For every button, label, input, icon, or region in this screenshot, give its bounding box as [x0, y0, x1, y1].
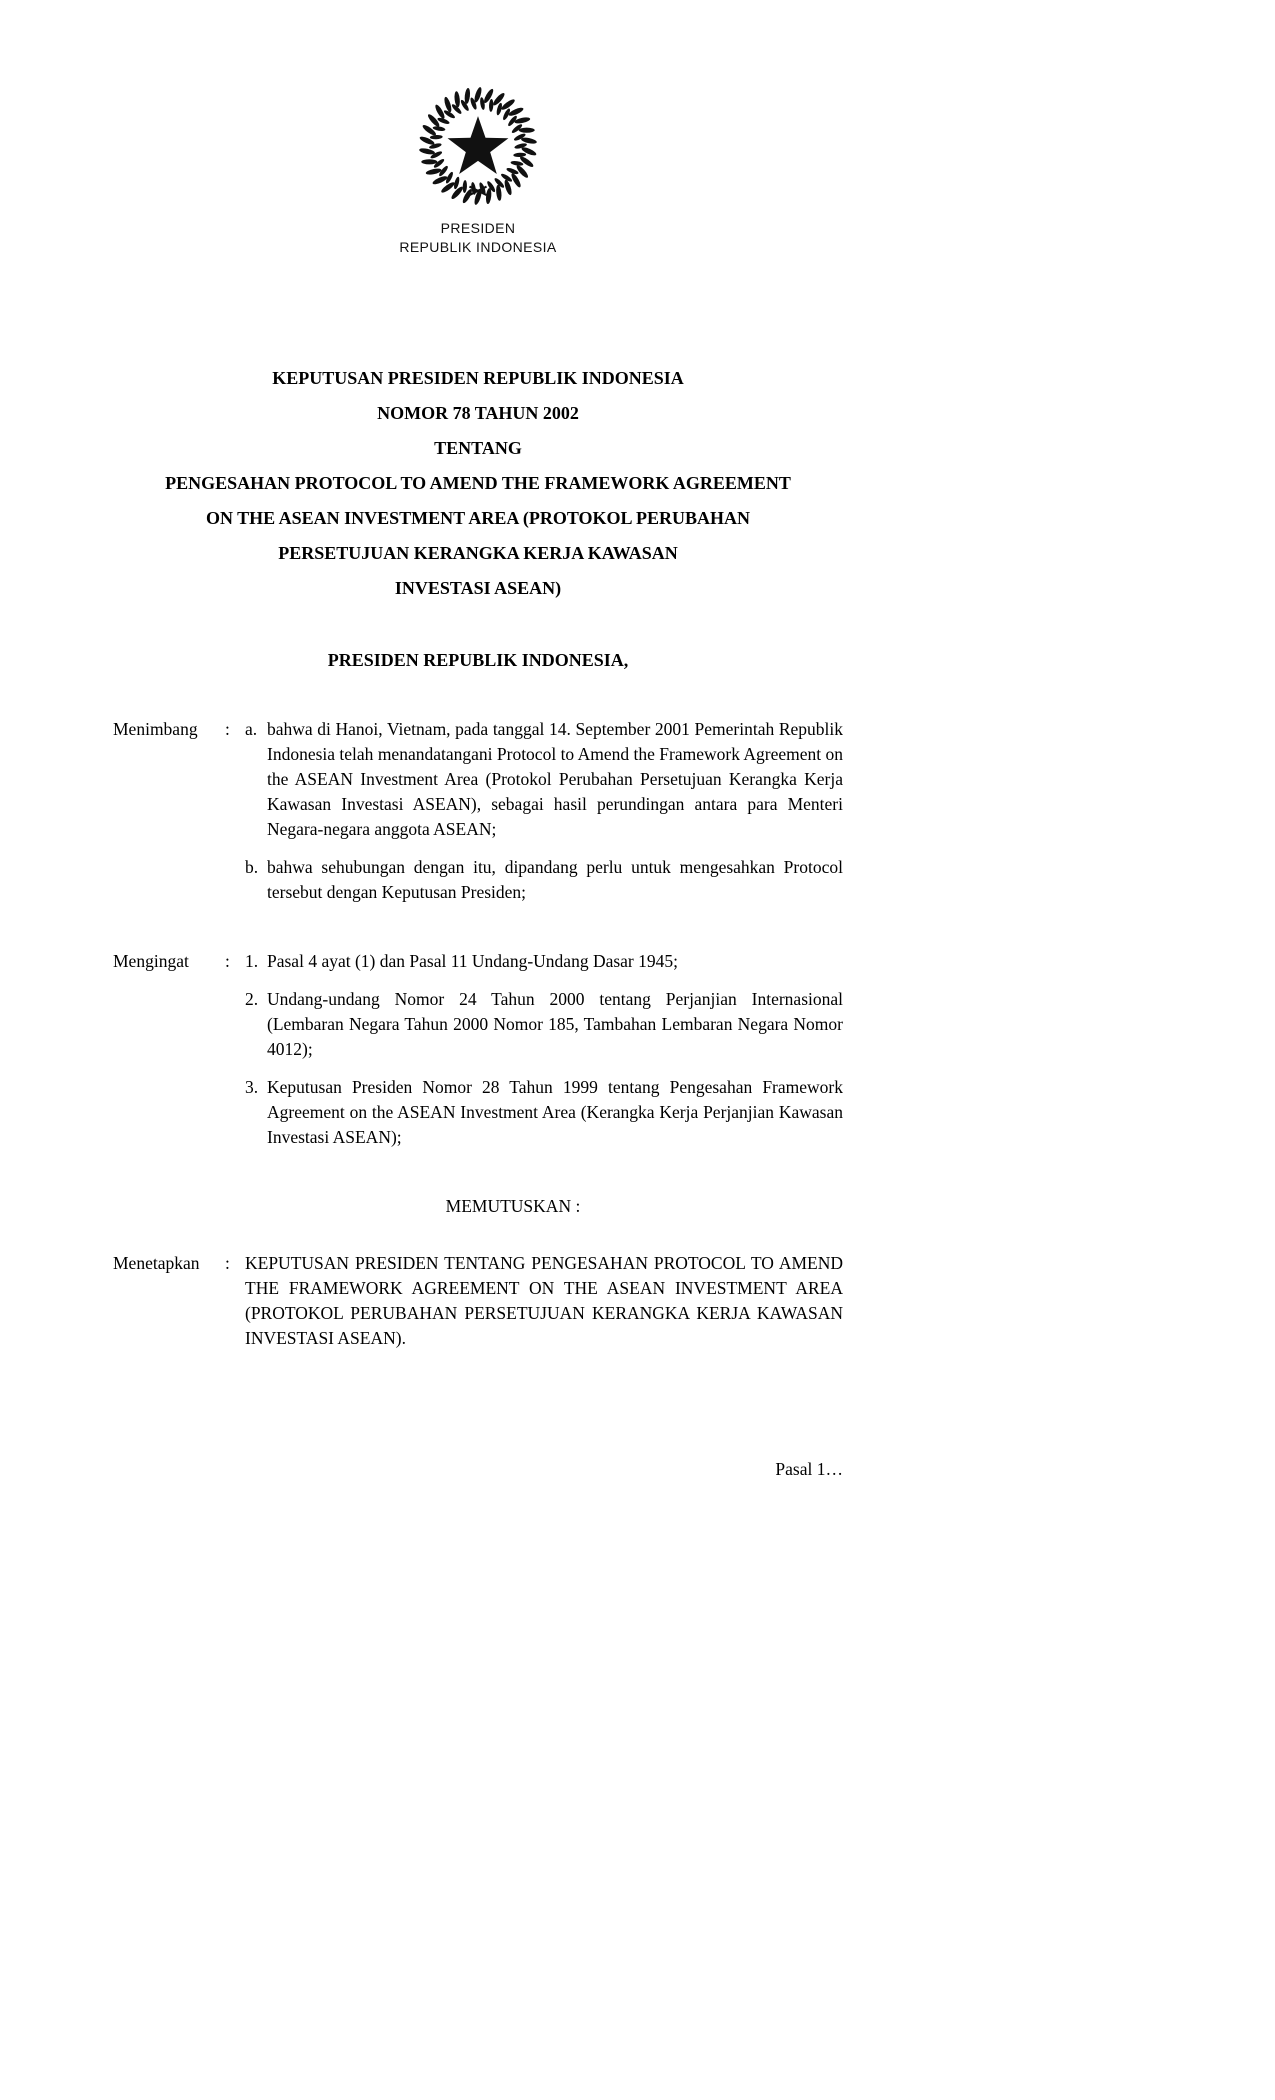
star-wreath-emblem-icon [414, 82, 542, 210]
star-icon [448, 116, 509, 174]
menetapkan-text: KEPUTUSAN PRESIDEN TENTANG PENGESAHAN PROTOCOL TO AMEND THE FRAMEWORK AGREEMENT ON THE ASEAN INVESTMENT AREA (PROTOKOL PERUBAHAN PERSETUJUAN KERANGKA KERJA KAWASAN INVESTASI ASEAN). [245, 1253, 843, 1348]
letterhead-text [113, 219, 843, 257]
page-continuation-marker: Pasal 1… [775, 1459, 843, 1479]
section-label-menimbang: Menimbang [113, 719, 198, 739]
list-item [245, 855, 843, 905]
item-text: Undang-undang Nomor 24 Tahun 2000 tentang Perjanjian Internasional (Lembaran Negara Tahun 2000 Nomor 185, Tambahan Lembaran Negara Nomor 4012); [267, 989, 843, 1059]
section-colon: : [225, 719, 230, 739]
section-colon: : [225, 951, 230, 971]
item-marker: b. [245, 857, 259, 877]
item-text: bahwa di Hanoi, Vietnam, pada tanggal 14. September 2001 Pemerintah Republik Indonesia telah menandatangani Protocol to Amend the Framework Agreement on the ASEAN Investment Area (Protokol Perubahan Persetujuan Kerangka Kerja Kawasan Investasi ASEAN), sebagai hasil perundingan antara para Menteri Negara-negara anggota ASEAN; [267, 719, 843, 839]
letterhead-emblem [113, 0, 843, 215]
title-line-7: INVESTASI ASEAN) [394, 578, 562, 598]
section-menimbang [113, 717, 843, 905]
section-mengingat [113, 949, 843, 1150]
menimbang-items [245, 717, 843, 905]
item-marker: 2. [245, 989, 259, 1009]
mengingat-items [245, 949, 843, 1150]
title-line-6: PERSETUJUAN KERANGKA KERJA KAWASAN [278, 543, 678, 563]
letterhead-line-presiden: PRESIDEN [440, 220, 516, 236]
title-line-4: PENGESAHAN PROTOCOL TO AMEND THE FRAMEWORK AGREEMENT [165, 473, 791, 493]
title-line-1: KEPUTUSAN PRESIDEN REPUBLIK INDONESIA [272, 368, 684, 388]
letterhead-line-republik: REPUBLIK INDONESIA [399, 239, 557, 255]
section-colon: : [225, 1253, 230, 1273]
document-content [113, 0, 843, 1480]
item-marker: a. [245, 719, 258, 739]
item-text: Keputusan Presiden Nomor 28 Tahun 1999 tentang Pengesahan Framework Agreement on the ASEAN Investment Area (Kerangka Kerja Perjanjian Kawasan Investasi ASEAN); [267, 1077, 843, 1147]
title-line-3: TENTANG [434, 438, 522, 458]
list-item [245, 949, 843, 974]
item-text: bahwa sehubungan dengan itu, dipandang perlu untuk mengesahkan Protocol tersebut dengan Keputusan Presiden; [267, 857, 843, 902]
item-marker: 3. [245, 1077, 259, 1097]
section-label-mengingat: Mengingat [113, 951, 189, 971]
item-text: Pasal 4 ayat (1) dan Pasal 11 Undang-Undang Dasar 1945; [267, 951, 678, 971]
item-marker: 1. [245, 951, 259, 971]
decree-title [113, 361, 843, 606]
list-item [245, 1075, 843, 1150]
salutation: PRESIDEN REPUBLIK INDONESIA, [327, 650, 629, 670]
section-menetapkan [113, 1251, 843, 1351]
section-label-menetapkan: Menetapkan [113, 1253, 200, 1273]
memutuskan-heading: MEMUTUSKAN : [445, 1196, 581, 1216]
title-line-5: ON THE ASEAN INVESTMENT AREA (PROTOKOL PERUBAHAN [205, 508, 751, 528]
list-item [245, 987, 843, 1062]
title-line-2: NOMOR 78 TAHUN 2002 [377, 403, 579, 423]
list-item [245, 717, 843, 842]
